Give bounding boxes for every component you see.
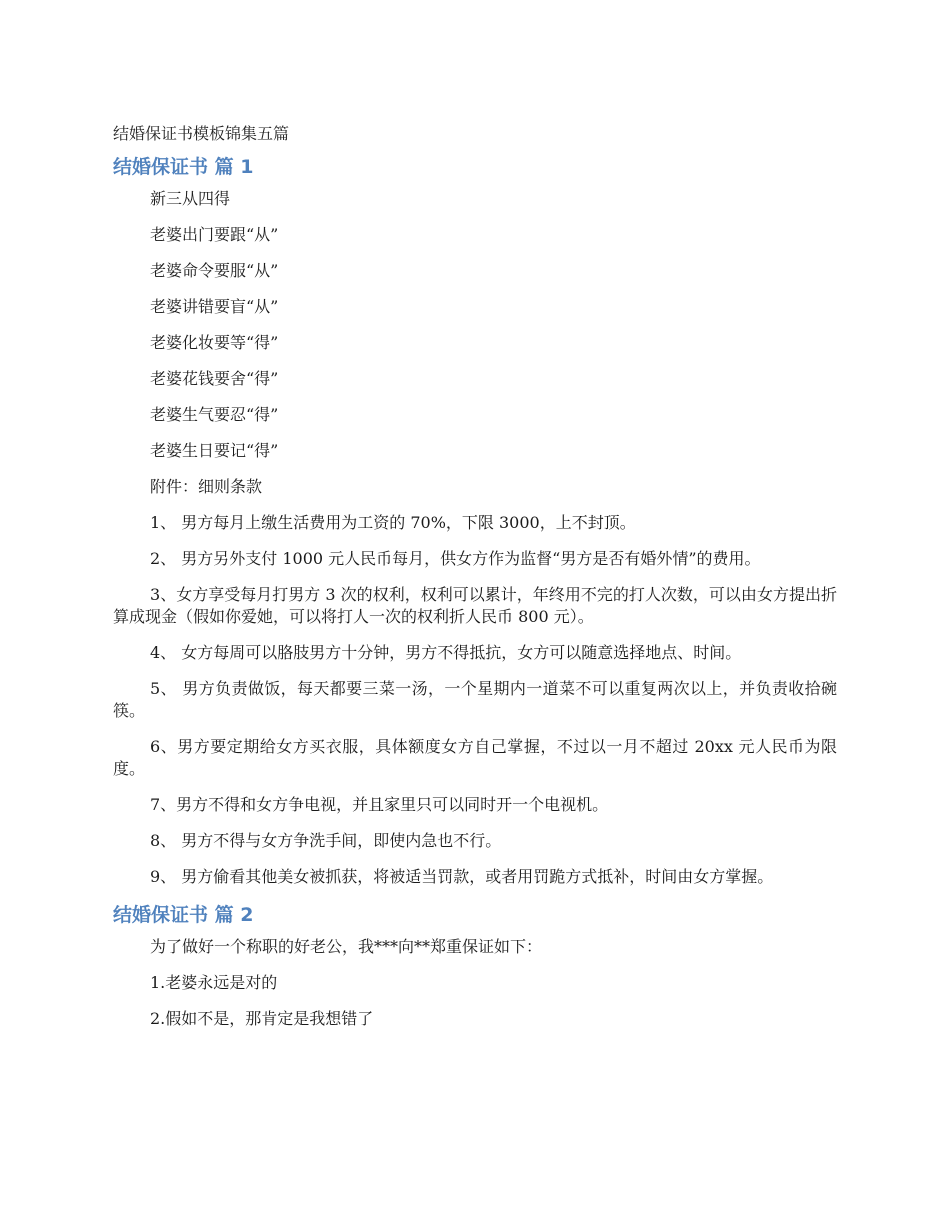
paragraph: 为了做好一个称职的好老公，我***向**郑重保证如下： [150, 937, 543, 956]
document-title: 结婚保证书模板锦集五篇 [113, 124, 290, 143]
clause-paragraph: 6、男方要定期给女方买衣服，具体额度女方自己掌握，不过以一月不超过 20xx 元人民币为限度。 [113, 737, 837, 778]
paragraph: 新三从四得 [150, 189, 231, 208]
section-2 [113, 902, 837, 1030]
paragraph: 老婆命令要服“从” [150, 261, 279, 280]
clause-paragraph: 4、 女方每周可以胳肢男方十分钟，男方不得抵抗，女方可以随意选择地点、时间。 [150, 643, 742, 662]
clause-paragraph: 1、 男方每月上缴生活费用为工资的 70%，下限 3000，上不封顶。 [150, 513, 636, 532]
document-body [113, 122, 837, 1044]
section-heading: 结婚保证书 篇 2 [113, 904, 254, 926]
paragraph: 老婆花钱要舍“得” [150, 369, 279, 388]
paragraph: 2.假如不是，那肯定是我想错了 [150, 1009, 374, 1028]
section-heading: 结婚保证书 篇 1 [113, 156, 254, 178]
clause-paragraph: 9、 男方偷看其他美女被抓获，将被适当罚款，或者用罚跪方式抵补，时间由女方掌握。 [150, 867, 774, 886]
paragraph: 附件：细则条款 [150, 477, 263, 496]
section-1 [113, 154, 837, 888]
clause-paragraph: 2、 男方另外支付 1000 元人民币每月，供女方作为监督“男方是否有婚外情”的费用。 [150, 549, 761, 568]
clause-paragraph: 7、男方不得和女方争电视，并且家里只可以同时开一个电视机。 [150, 795, 609, 814]
paragraph: 老婆生气要忍“得” [150, 405, 279, 424]
clause-paragraph: 5、 男方负责做饭，每天都要三菜一汤，一个星期内一道菜不可以重复两次以上，并负责收拾碗筷。 [113, 679, 837, 720]
clause-paragraph: 3、女方享受每月打男方 3 次的权利，权利可以累计，年终用不完的打人次数，可以由女方提出折算成现金（假如你爱她，可以将打人一次的权利折人民币 800 元）。 [113, 585, 837, 626]
paragraph: 老婆生日要记“得” [150, 441, 279, 460]
paragraph: 老婆出门要跟“从” [150, 225, 279, 244]
paragraph: 老婆讲错要盲“从” [150, 297, 279, 316]
paragraph: 老婆化妆要等“得” [150, 333, 279, 352]
paragraph: 1.老婆永远是对的 [150, 973, 278, 992]
clause-paragraph: 8、 男方不得与女方争洗手间，即使内急也不行。 [150, 831, 502, 850]
